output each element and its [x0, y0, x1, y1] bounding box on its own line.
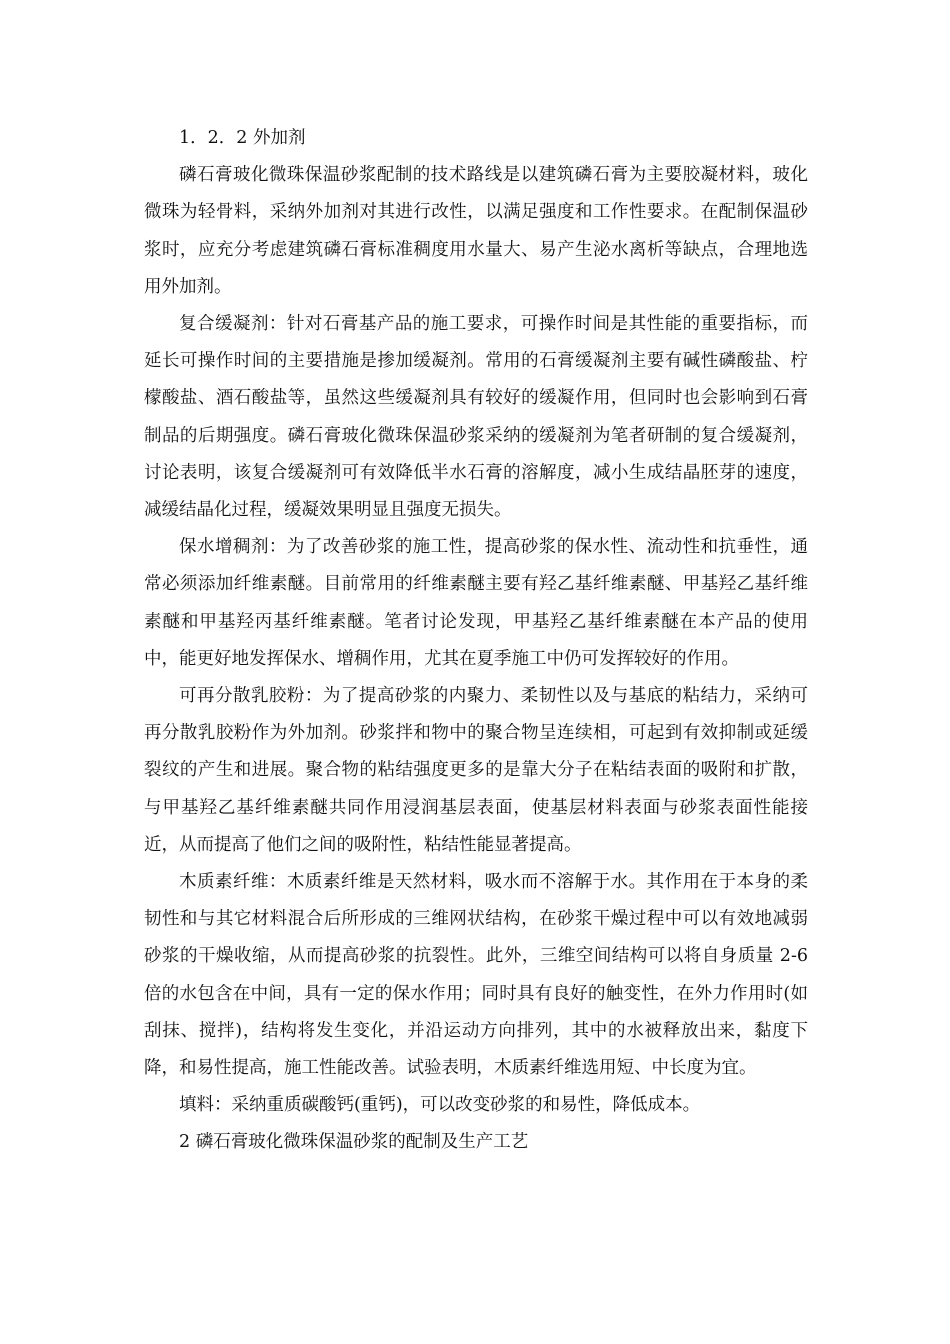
section-heading: 1．2．2 外加剂 [179, 128, 306, 148]
next-section-heading: 2 磷石膏玻化微珠保温砂浆的配制及生产工艺 [179, 1132, 529, 1153]
paragraph-thickener: 保水增稠剂：为了改善砂浆的施工性，提高砂浆的保水性、流动性和抗垂性，通常必须添加纤维素醚。目前常用的纤维素醚主要有羟乙基纤维素醚、甲基羟乙基纤维素醚和甲基羟丙基纤维素醚。笔者讨论发现，甲基羟乙基纤维素醚在本产品的使用中，能更好地发挥保水、增稠作用，尤其在夏季施工中仍可发挥较好的作用。 [144, 537, 808, 669]
paragraph-latex-powder: 可再分散乳胶粉：为了提高砂浆的内聚力、柔韧性以及与基底的粘结力，采纳可再分散乳胶粉作为外加剂。砂浆拌和物中的聚合物呈连续相，可起到有效抑制或延缓裂纹的产生和进展。聚合物的粘结强度更多的是靠大分子在粘结表面的吸附和扩散，与甲基羟乙基纤维素醚共同作用浸润基层表面，使基层材料表面与砂浆表面性能接近，从而提高了他们之间的吸附性，粘结性能显著提高。 [144, 686, 808, 855]
paragraph-filler: 填料：采纳重质碳酸钙(重钙)，可以改变砂浆的和易性，降低成本。 [179, 1095, 701, 1116]
paragraph-intro: 磷石膏玻化微珠保温砂浆配制的技术路线是以建筑磷石膏为主要胶凝材料，玻化微珠为轻骨料，采纳外加剂对其进行改性，以满足强度和工作性要求。在配制保温砂浆时，应充分考虑建筑磷石膏标准稠度用水量大、易产生泌水离析等缺点，合理地选用外加剂。 [144, 165, 808, 297]
paragraph-retarder: 复合缓凝剂：针对石膏基产品的施工要求，可操作时间是其性能的重要指标，而延长可操作时间的主要措施是掺加缓凝剂。常用的石膏缓凝剂主要有碱性磷酸盐、柠檬酸盐、酒石酸盐等，虽然这些缓凝剂具有较好的缓凝作用，但同时也会影响到石膏制品的后期强度。磷石膏玻化微珠保温砂浆采纳的缓凝剂为笔者研制的复合缓凝剂，讨论表明，该复合缓凝剂可有效降低半水石膏的溶解度，减小生成结晶胚芽的速度，减缓结晶化过程，缓凝效果明显且强度无损失。 [144, 314, 808, 521]
paragraph-wood-fiber: 木质素纤维：木质素纤维是天然材料，吸水而不溶解于水。其作用在于本身的柔韧性和与其它材料混合后所形成的三维网状结构，在砂浆干燥过程中可以有效地减弱砂浆的干燥收缩，从而提高砂浆的抗裂性。此外，三维空间结构可以将自身质量 2-6 倍的水包含在中间，具有一定的保水作用；同时具有良好的触变性，在外力作用时(如刮抹、搅拌)，结构将发生变化，并沿运动方向排列，其中的水被释放出来，黏度下降，和易性提高，施工性能改善。试验表明，木质素纤维选用短、中长度为宜。 [144, 872, 808, 1079]
document-body [144, 120, 808, 1162]
